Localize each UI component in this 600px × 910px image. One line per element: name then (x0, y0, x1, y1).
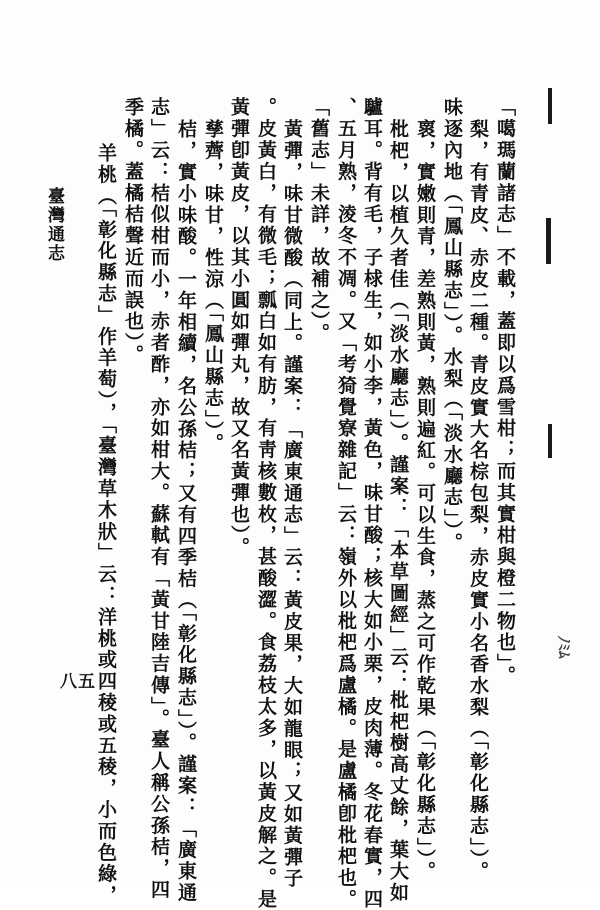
text-column-4: 褱，實嫩則青，差熟則黃，熟則遍紅。可以生食，蒸之可作乾果（「彰化縣志」）。 (414, 119, 436, 883)
scan-mark-upper (546, 218, 551, 264)
text-column-9: 黃彈，味甘微酸（同上。謹案：「廣東通志」云：黃皮果，大如龍眼；又如黃彈子 (281, 119, 303, 890)
text-column-7: 、五月熟，淩冬不凋。又「考猗覺寮雜記」云：嶺外以枇杷爲盧橘。是盧橘卽枇杷也。 (335, 97, 357, 910)
text-column-1: 「噶瑪蘭諸志」不載，蓋即以爲雪柑；而其實柑與橙二物也」。 (494, 97, 516, 687)
text-column-6: 驢耳。背有毛，子梂生，如小李，黃色，味甘酸；核大如小栗，皮肉薄。冬花春實，四 (361, 97, 383, 910)
text-column-16: 羊桃（「彰化縣志」作羊萄），「臺灣草木狀」云：洋桃或四稜或五稜，小而色綠， (95, 143, 117, 907)
book-title-header: 臺灣通志 (44, 187, 64, 263)
text-column-2: 梨，有青皮、赤皮二種。青皮實大名棕包梨，赤皮實小名香水梨（「彰化縣志」）。 (467, 119, 489, 883)
text-column-15: 季橘。蓋橘桔聲近而誤也）。 (122, 97, 144, 366)
scan-mark-top (548, 88, 552, 124)
text-column-5: 枇杷，以植久者佳（「淡水廳志」）。謹案：「本草圖經」云：枇杷樹高丈餘，葉大如 (387, 119, 409, 904)
text-column-11: 黃彈卽黃皮，以其小圓如彈丸，故又名黃彈也）。 (228, 97, 250, 559)
text-column-8: 「舊志」未詳，故補之）。 (308, 97, 330, 345)
text-column-13: 桔，實小味酸。一年相續，名公孫桔；又有四季桔（「彰化縣志」）。謹案：「廣東通 (175, 119, 197, 904)
text-column-12: 孳薺，味甘，性涼（「鳳山縣志」）。 (202, 119, 224, 455)
text-column-3: 味逐內地（「鳳山縣志」）。水梨（「淡水廳志」）。 (441, 97, 463, 554)
page-number: 八五 (60, 672, 96, 692)
scan-mark-mid (548, 424, 552, 458)
text-column-14: 志」云：桔似柑而小，赤者酢，亦如柑大。蘇軾有「黃甘陸吉傳」。臺人稱公孫桔，四 (148, 97, 170, 901)
text-column-10: 。皮黃白，有微毛；瓢白如有肪，有靑核數枚，甚酸澀。食荔枝太多，以黃皮解之。是 (255, 97, 277, 910)
scan-mark-right: ﾉﾐﾑ (555, 636, 573, 659)
